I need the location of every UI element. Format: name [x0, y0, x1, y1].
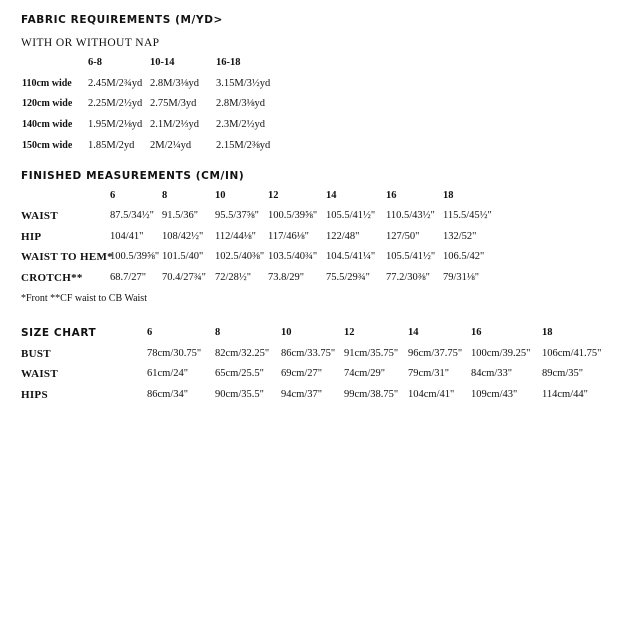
- finished-row-label: CROTCH**: [21, 272, 83, 284]
- finished-cell: 87.5/34½": [110, 210, 154, 221]
- size-col-header: 18: [542, 327, 553, 338]
- finished-col-header: 12: [268, 190, 279, 201]
- fabric-cell: 2.1M/2⅓yd: [150, 119, 200, 130]
- size-cell: 99cm/38.75": [344, 389, 399, 400]
- finished-cell: 77.2/30⅜": [386, 272, 430, 283]
- fabric-col-header: 6-8: [88, 57, 102, 68]
- finished-cell: 110.5/43½": [386, 210, 435, 221]
- fabric-cell: 3.15M/3½yd: [216, 78, 271, 89]
- fabric-cell: 2M/2¼yd: [150, 140, 192, 151]
- finished-cell: 112/44⅛": [215, 231, 256, 242]
- fabric-subtitle: WITH OR WITHOUT NAP: [21, 37, 160, 49]
- finished-cell: 101.5/40": [162, 251, 204, 262]
- finished-cell: 72/28½": [215, 272, 252, 283]
- size-chart-title: SIZE CHART: [21, 327, 97, 339]
- fabric-requirements-title: FABRIC REQUIREMENTS (M/YD>: [21, 14, 223, 26]
- finished-cell: 104/41": [110, 231, 144, 242]
- finished-cell: 102.5/40⅜": [215, 251, 265, 262]
- size-col-header: 12: [344, 327, 355, 338]
- size-cell: 96cm/37.75": [408, 348, 463, 359]
- size-cell: 65cm/25.5": [215, 368, 264, 379]
- size-cell: 86cm/33.75": [281, 348, 336, 359]
- finished-cell: 104.5/41¼": [326, 251, 376, 262]
- fabric-cell: 2.8M/3⅛yd: [216, 98, 266, 109]
- size-cell: 104cm/41": [408, 389, 455, 400]
- fabric-col-header: 16-18: [216, 57, 241, 68]
- finished-cell: 100.5/39⅝": [268, 210, 318, 221]
- size-col-header: 16: [471, 327, 482, 338]
- fabric-row-label: 110cm wide: [22, 78, 72, 89]
- fabric-cell: 1.85M/2yd: [88, 140, 135, 151]
- fabric-cell: 2.3M/2½yd: [216, 119, 266, 130]
- finished-measurements-title: FINISHED MEASUREMENTS (CM/IN): [21, 170, 245, 182]
- finished-cell: 103.5/40¾": [268, 251, 318, 262]
- finished-cell: 73.8/29": [268, 272, 305, 283]
- fabric-cell: 2.15M/2⅜yd: [216, 140, 271, 151]
- size-cell: 74cm/29": [344, 368, 386, 379]
- size-cell: 109cm/43": [471, 389, 518, 400]
- finished-cell: 105.5/41½": [326, 210, 376, 221]
- fabric-cell: 1.95M/2⅛yd: [88, 119, 143, 130]
- finished-row-label: WAIST TO HEM*: [21, 251, 113, 263]
- finished-cell: 75.5/29¾": [326, 272, 370, 283]
- finished-col-header: 6: [110, 190, 116, 201]
- size-col-header: 10: [281, 327, 292, 338]
- size-row-label: BUST: [21, 348, 51, 360]
- finished-col-header: 16: [386, 190, 397, 201]
- finished-cell: 108/42½": [162, 231, 204, 242]
- finished-cell: 70.4/27¾": [162, 272, 206, 283]
- finished-cell: 91.5/36": [162, 210, 199, 221]
- finished-cell: 105.5/41½": [386, 251, 436, 262]
- size-cell: 78cm/30.75": [147, 348, 202, 359]
- fabric-cell: 2.25M/2½yd: [88, 98, 143, 109]
- size-col-header: 8: [215, 327, 221, 338]
- finished-col-header: 10: [215, 190, 226, 201]
- finished-cell: 122/48": [326, 231, 360, 242]
- size-cell: 86cm/34": [147, 389, 189, 400]
- size-cell: 91cm/35.75": [344, 348, 399, 359]
- finished-cell: 68.7/27": [110, 272, 147, 283]
- finished-col-header: 18: [443, 190, 454, 201]
- size-row-label: WAIST: [21, 368, 58, 380]
- size-cell: 114cm/44": [542, 389, 588, 400]
- size-col-header: 14: [408, 327, 419, 338]
- finished-row-label: HIP: [21, 231, 42, 243]
- finished-cell: 79/31⅛": [443, 272, 480, 283]
- fabric-cell: 2.45M/2¾yd: [88, 78, 143, 89]
- finished-cell: 115.5/45½": [443, 210, 492, 221]
- size-cell: 100cm/39.25": [471, 348, 531, 359]
- size-cell: 90cm/35.5": [215, 389, 264, 400]
- finished-cell: 100.5/39⅝": [110, 251, 160, 262]
- fabric-cell: 2.8M/3⅛yd: [150, 78, 200, 89]
- size-cell: 106cm/41.75": [542, 348, 602, 359]
- size-cell: 69cm/27": [281, 368, 323, 379]
- size-cell: 94cm/37": [281, 389, 323, 400]
- finished-col-header: 8: [162, 190, 168, 201]
- size-cell: 61cm/24": [147, 368, 189, 379]
- finished-cell: 132/52": [443, 231, 477, 242]
- finished-cell: 106.5/42": [443, 251, 485, 262]
- size-cell: 89cm/35": [542, 368, 584, 379]
- finished-cell: 95.5/37⅝": [215, 210, 259, 221]
- finished-col-header: 14: [326, 190, 337, 201]
- fabric-row-label: 120cm wide: [22, 98, 73, 109]
- size-col-header: 6: [147, 327, 153, 338]
- finished-footnote: *Front **CF waist to CB Waist: [21, 293, 147, 304]
- finished-cell: 117/46⅛": [268, 231, 309, 242]
- fabric-cell: 2.75M/3yd: [150, 98, 197, 109]
- finished-cell: 127/50": [386, 231, 420, 242]
- fabric-row-label: 150cm wide: [22, 140, 73, 151]
- fabric-row-label: 140cm wide: [22, 119, 73, 130]
- finished-row-label: WAIST: [21, 210, 58, 222]
- size-cell: 82cm/32.25": [215, 348, 270, 359]
- size-cell: 79cm/31": [408, 368, 450, 379]
- size-row-label: HIPS: [21, 389, 48, 401]
- size-cell: 84cm/33": [471, 368, 513, 379]
- fabric-col-header: 10-14: [150, 57, 175, 68]
